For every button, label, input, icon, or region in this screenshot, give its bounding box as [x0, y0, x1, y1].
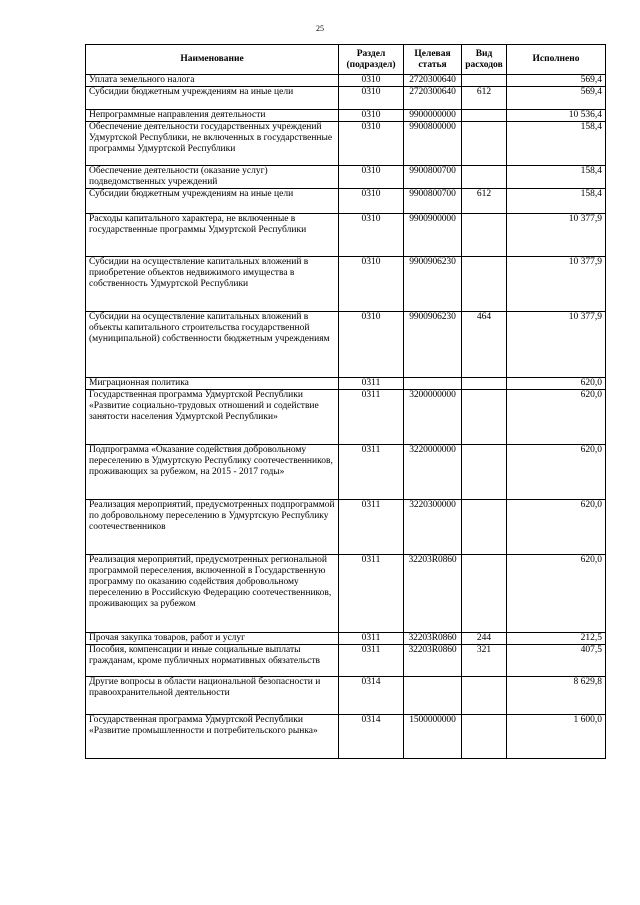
row-ispolneno: 569,4	[507, 75, 606, 87]
row-vid	[462, 378, 507, 390]
header-vid: Вид расходов	[462, 45, 507, 75]
row-vid	[462, 110, 507, 122]
row-name: Расходы капитального характера, не включенные в государственные программы Удмуртской Республики	[86, 214, 339, 257]
row-celevaya: 1500000000	[404, 715, 462, 759]
row-name: Пособия, компенсации и иные социальные выплаты гражданам, кроме публичных нормативных обязательств	[86, 645, 339, 677]
table-row	[86, 677, 606, 715]
row-razdel: 0310	[339, 122, 404, 166]
row-razdel: 0311	[339, 500, 404, 555]
row-name: Подпрограмма «Оказание содействия добровольному переселению в Удмуртскую Республику соотечественников, проживающих за рубежом, на 2015 - 2017 годы»	[86, 445, 339, 500]
table-row	[86, 312, 606, 378]
table-row	[86, 166, 606, 189]
row-ispolneno: 158,4	[507, 166, 606, 189]
row-vid: 612	[462, 87, 507, 110]
row-razdel: 0310	[339, 110, 404, 122]
row-razdel: 0310	[339, 189, 404, 214]
row-name: Реализация мероприятий, предусмотренных подпрограммой по добровольному переселению в Удмуртскую Республику соотечественников	[86, 500, 339, 555]
row-name: Субсидии на осуществление капитальных вложений в объекты капитального строительства государственной (муниципальной) собственности бюджетным учреждениям	[86, 312, 339, 378]
header-celevaya: Целевая статья	[404, 45, 462, 75]
row-ispolneno: 10 377,9	[507, 214, 606, 257]
table-row	[86, 378, 606, 390]
row-vid	[462, 166, 507, 189]
row-vid	[462, 75, 507, 87]
row-razdel: 0310	[339, 87, 404, 110]
row-celevaya: 9900800000	[404, 122, 462, 166]
row-name: Обеспечение деятельности государственных учреждений Удмуртской Республики, не включенных в государственные программы Удмуртской Республики	[86, 122, 339, 166]
row-name: Другие вопросы в области национальной безопасности и правоохранительной деятельности	[86, 677, 339, 715]
row-ispolneno: 8 629,8	[507, 677, 606, 715]
row-vid: 321	[462, 645, 507, 677]
row-celevaya: 2720300640	[404, 75, 462, 87]
row-name: Уплата земельного налога	[86, 75, 339, 87]
row-celevaya	[404, 378, 462, 390]
table-row	[86, 110, 606, 122]
row-razdel: 0311	[339, 378, 404, 390]
table-row	[86, 87, 606, 110]
row-ispolneno: 620,0	[507, 378, 606, 390]
row-celevaya: 2720300640	[404, 87, 462, 110]
header-razdel: Раздел (подраздел)	[339, 45, 404, 75]
row-celevaya: 32203R0860	[404, 555, 462, 633]
table-row	[86, 189, 606, 214]
row-ispolneno: 1 600,0	[507, 715, 606, 759]
row-razdel: 0310	[339, 257, 404, 312]
table-row	[86, 445, 606, 500]
row-razdel: 0311	[339, 555, 404, 633]
row-vid	[462, 214, 507, 257]
budget-table	[85, 44, 606, 759]
row-celevaya: 9900000000	[404, 110, 462, 122]
row-celevaya: 9900906230	[404, 257, 462, 312]
row-vid: 612	[462, 189, 507, 214]
row-name: Субсидии бюджетным учреждениям на иные цели	[86, 87, 339, 110]
row-vid	[462, 257, 507, 312]
table-row	[86, 75, 606, 87]
row-vid	[462, 445, 507, 500]
table-row	[86, 633, 606, 645]
table-row	[86, 214, 606, 257]
row-vid	[462, 122, 507, 166]
row-ispolneno: 158,4	[507, 189, 606, 214]
row-ispolneno: 620,0	[507, 390, 606, 445]
row-name: Государственная программа Удмуртской Республики «Развитие промышленности и потребительского рынка»	[86, 715, 339, 759]
row-ispolneno: 10 536,4	[507, 110, 606, 122]
table-row	[86, 390, 606, 445]
row-vid	[462, 677, 507, 715]
row-name: Обеспечение деятельности (оказание услуг) подведомственных учреждений	[86, 166, 339, 189]
row-razdel: 0310	[339, 75, 404, 87]
row-razdel: 0310	[339, 214, 404, 257]
row-ispolneno: 620,0	[507, 555, 606, 633]
row-name: Государственная программа Удмуртской Республики «Развитие социально-трудовых отношений и содействие занятости населения Удмуртской Республики»	[86, 390, 339, 445]
table-header-row	[86, 45, 606, 75]
row-razdel: 0311	[339, 445, 404, 500]
row-name: Прочая закупка товаров, работ и услуг	[86, 633, 339, 645]
row-razdel: 0314	[339, 677, 404, 715]
row-ispolneno: 620,0	[507, 445, 606, 500]
row-celevaya: 9900800700	[404, 166, 462, 189]
table-row	[86, 257, 606, 312]
row-celevaya: 3220000000	[404, 445, 462, 500]
table-row	[86, 645, 606, 677]
row-celevaya	[404, 677, 462, 715]
row-name: Субсидии бюджетным учреждениям на иные цели	[86, 189, 339, 214]
row-razdel: 0311	[339, 633, 404, 645]
row-ispolneno: 407,5	[507, 645, 606, 677]
row-vid	[462, 555, 507, 633]
row-razdel: 0310	[339, 312, 404, 378]
row-razdel: 0311	[339, 645, 404, 677]
row-name: Непрограммные направления деятельности	[86, 110, 339, 122]
row-vid: 464	[462, 312, 507, 378]
page-number: 25	[316, 24, 324, 33]
row-razdel: 0314	[339, 715, 404, 759]
table-row	[86, 555, 606, 633]
header-name: Наименование	[86, 45, 339, 75]
row-celevaya: 9900800700	[404, 189, 462, 214]
row-name: Миграционная политика	[86, 378, 339, 390]
table-row	[86, 500, 606, 555]
row-vid	[462, 500, 507, 555]
row-name: Реализация мероприятий, предусмотренных региональной программой переселения, включенной в Государственную программу по оказанию содействия добровольному переселению в Российскую Федерацию соотечественников, проживающих за рубежом	[86, 555, 339, 633]
row-razdel: 0311	[339, 390, 404, 445]
row-celevaya: 3220300000	[404, 500, 462, 555]
row-ispolneno: 620,0	[507, 500, 606, 555]
row-ispolneno: 212,5	[507, 633, 606, 645]
row-celevaya: 32203R0860	[404, 645, 462, 677]
row-celevaya: 3200000000	[404, 390, 462, 445]
row-ispolneno: 10 377,9	[507, 257, 606, 312]
row-razdel: 0310	[339, 166, 404, 189]
table-row	[86, 122, 606, 166]
row-name: Субсидии на осуществление капитальных вложений в приобретение объектов недвижимого имущества в собственность Удмуртской Республики	[86, 257, 339, 312]
header-ispolneno: Исполнено	[507, 45, 606, 75]
row-vid: 244	[462, 633, 507, 645]
row-vid	[462, 390, 507, 445]
row-ispolneno: 10 377,9	[507, 312, 606, 378]
row-ispolneno: 158,4	[507, 122, 606, 166]
row-ispolneno: 569,4	[507, 87, 606, 110]
row-celevaya: 32203R0860	[404, 633, 462, 645]
row-celevaya: 9900906230	[404, 312, 462, 378]
row-celevaya: 9900900000	[404, 214, 462, 257]
table-row	[86, 715, 606, 759]
row-vid	[462, 715, 507, 759]
